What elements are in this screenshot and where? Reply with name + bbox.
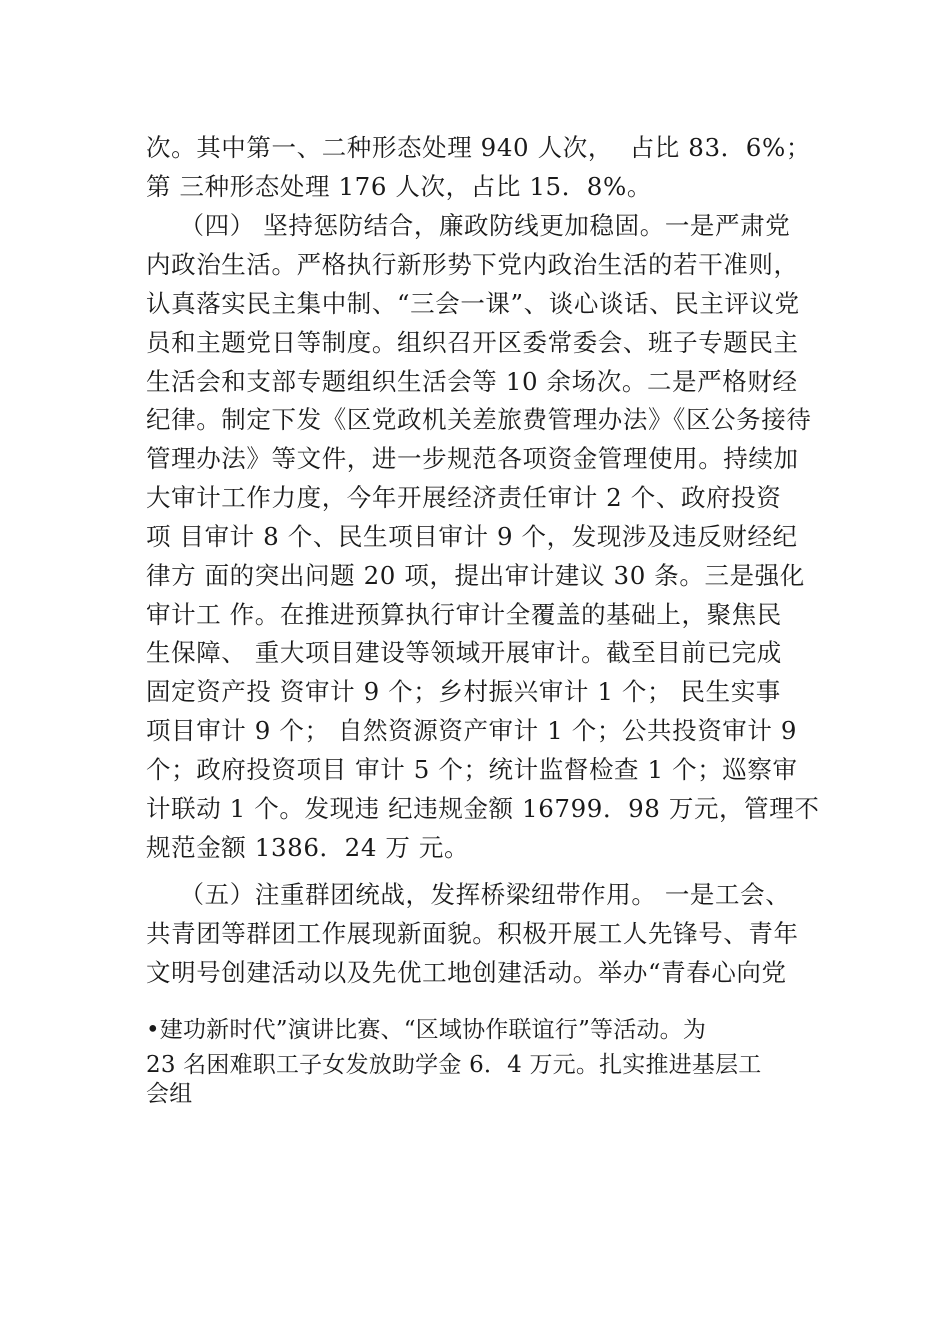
paragraph-line: 大审计工作力度，今年开展经济责任审计 2 个、政府投资 bbox=[146, 483, 782, 512]
paragraph-line: 次。其中第一、二种形态处理 940 人次， 占比 83．6%； bbox=[146, 133, 811, 162]
paragraph-line: 23 名困难职工子女发放助学金 6．4 万元。扎实推进基层工 bbox=[146, 1052, 762, 1078]
paragraph-line: 文明号创建活动以及先优工地创建活动。举办“青春心向党 bbox=[146, 958, 787, 987]
paragraph-line: 认真落实民主集中制、“三会一课”、谈心谈话、民主评议党 bbox=[146, 289, 800, 318]
paragraph-line: （四） 坚持惩防结合，廉政防线更加稳固。一是严肃党 bbox=[146, 211, 791, 240]
paragraph-line: 项 目审计 8 个、民生项目审计 9 个，发现涉及违反财经纪 bbox=[146, 522, 798, 551]
paragraph-line: 会组 bbox=[146, 1081, 193, 1107]
paragraph-line: 固定资产投 资审计 9 个；乡村振兴审计 1 个； 民生实事 bbox=[146, 677, 781, 706]
paragraph-line: 第 三种形态处理 176 人次，占比 15．8%。 bbox=[146, 172, 652, 201]
paragraph-line: 内政治生活。严格执行新形势下党内政治生活的若干准则， bbox=[146, 250, 799, 279]
paragraph-line: 生活会和支部专题组织生活会等 10 余场次。二是严格财经 bbox=[146, 367, 798, 396]
paragraph-line: 管理办法》等文件，进一步规范各项资金管理使用。持续加 bbox=[146, 444, 799, 473]
paragraph-line: 生保障、 重大项目建设等领域开展审计。截至目前已完成 bbox=[146, 638, 782, 667]
paragraph-line: 纪律。制定下发《区党政机关差旅费管理办法》《区公务接待 bbox=[146, 405, 812, 434]
paragraph-line: 计联动 1 个。发现违 纪违规金额 16799．98 万元，管理不 bbox=[146, 794, 820, 823]
paragraph-line: 员和主题党日等制度。组织召开区委常委会、班子专题民主 bbox=[146, 328, 799, 357]
paragraph-line: 审计工 作。在推进预算执行审计全覆盖的基础上，聚焦民 bbox=[146, 600, 782, 629]
paragraph-line: 共青团等群团工作展现新面貌。积极开展工人先锋号、青年 bbox=[146, 919, 799, 948]
paragraph-line: 个；政府投资项目 审计 5 个；统计监督检查 1 个；巡察审 bbox=[146, 755, 798, 784]
paragraph-line: 律方 面的突出问题 20 项，提出审计建议 30 条。三是强化 bbox=[146, 561, 805, 590]
paragraph-line: （五）注重群团统战，发挥桥梁纽带作用。 一是工会、 bbox=[146, 880, 791, 909]
paragraph-line: 规范金额 1386．24 万 元。 bbox=[146, 833, 470, 862]
paragraph-line: 项目审计 9 个； 自然资源资产审计 1 个；公共投资审计 9 bbox=[146, 716, 798, 745]
paragraph-line: •建功新时代”演讲比赛、“区域协作联谊行”等活动。为 bbox=[146, 1017, 707, 1043]
